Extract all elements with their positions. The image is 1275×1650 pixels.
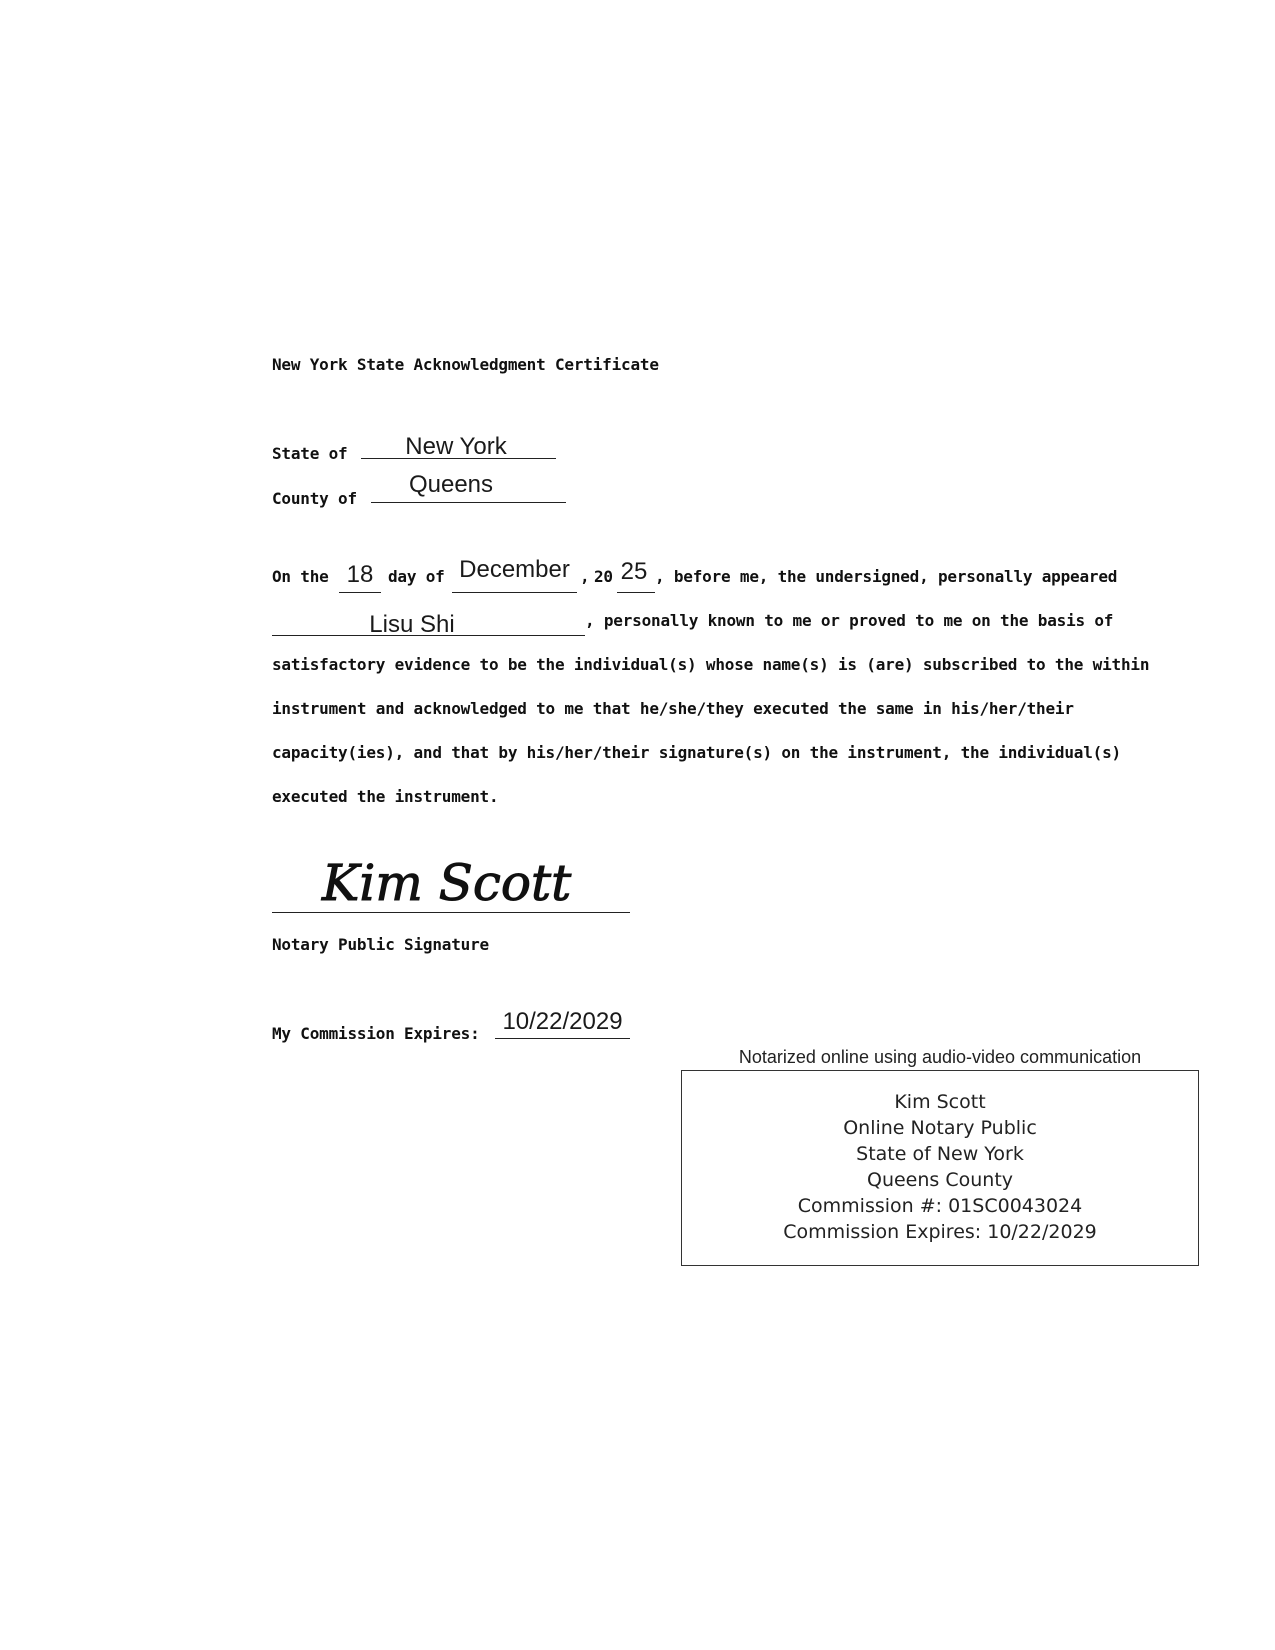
day-value[interactable]: 18 [346, 561, 374, 588]
document-title: New York State Acknowledgment Certificate [272, 355, 659, 374]
state-value[interactable]: New York [405, 433, 507, 460]
year-underline [617, 592, 655, 593]
state-label: State of [272, 444, 348, 463]
seal-county: Queens County [866, 1169, 1014, 1191]
seal-state: State of New York [856, 1143, 1024, 1165]
year-value[interactable]: 25 [620, 558, 648, 585]
notary-signature [320, 845, 572, 915]
year-prefix-text: 20 [594, 567, 613, 586]
paragraph-line-5: capacity(ies), and that by his/her/their signature(s) on the instrument, the individual(s) [272, 743, 1121, 762]
seal-text [682, 1089, 1198, 1245]
day-underline [339, 592, 381, 593]
commission-expires-label: My Commission Expires: [272, 1024, 480, 1043]
comma-text: , [580, 567, 590, 586]
commission-expires-value[interactable]: 10/22/2029 [502, 1008, 623, 1035]
svg-text:Kim Scott: Kim Scott [322, 854, 572, 912]
county-underline [371, 502, 566, 503]
seal-caption: Notarized online using audio-video communication [738, 1047, 1142, 1067]
seal-commission-expires: Commission Expires: 10/22/2029 [783, 1221, 1097, 1243]
seal-notary-title: Online Notary Public [843, 1117, 1037, 1139]
on-the-text: On the [272, 567, 329, 586]
seal-commission-number: Commission #: 01SC0043024 [797, 1195, 1083, 1217]
day-of-text: day of [388, 567, 445, 586]
seal-notary-name: Kim Scott [894, 1091, 986, 1113]
month-value[interactable]: December [459, 556, 570, 583]
notary-seal-box [681, 1070, 1199, 1266]
signature-line [272, 912, 630, 913]
signature-label: Notary Public Signature [272, 935, 489, 954]
commission-underline [495, 1038, 630, 1039]
paragraph-line-6: executed the instrument. [272, 787, 499, 806]
county-value[interactable]: Queens [408, 471, 494, 498]
person-value[interactable]: Lisu Shi [369, 611, 455, 638]
month-underline [452, 592, 577, 593]
paragraph-line-3: satisfactory evidence to be the individual(s) whose name(s) is (are) subscribed to the within [272, 655, 1150, 674]
paragraph-line-4: instrument and acknowledged to me that he/she/they executed the same in his/her/their [272, 699, 1074, 718]
personally-known-text: , personally known to me or proved to me on the basis of [585, 611, 1114, 630]
county-label: County of [272, 489, 357, 508]
before-me-text: , before me, the undersigned, personally appeared [655, 567, 1118, 586]
